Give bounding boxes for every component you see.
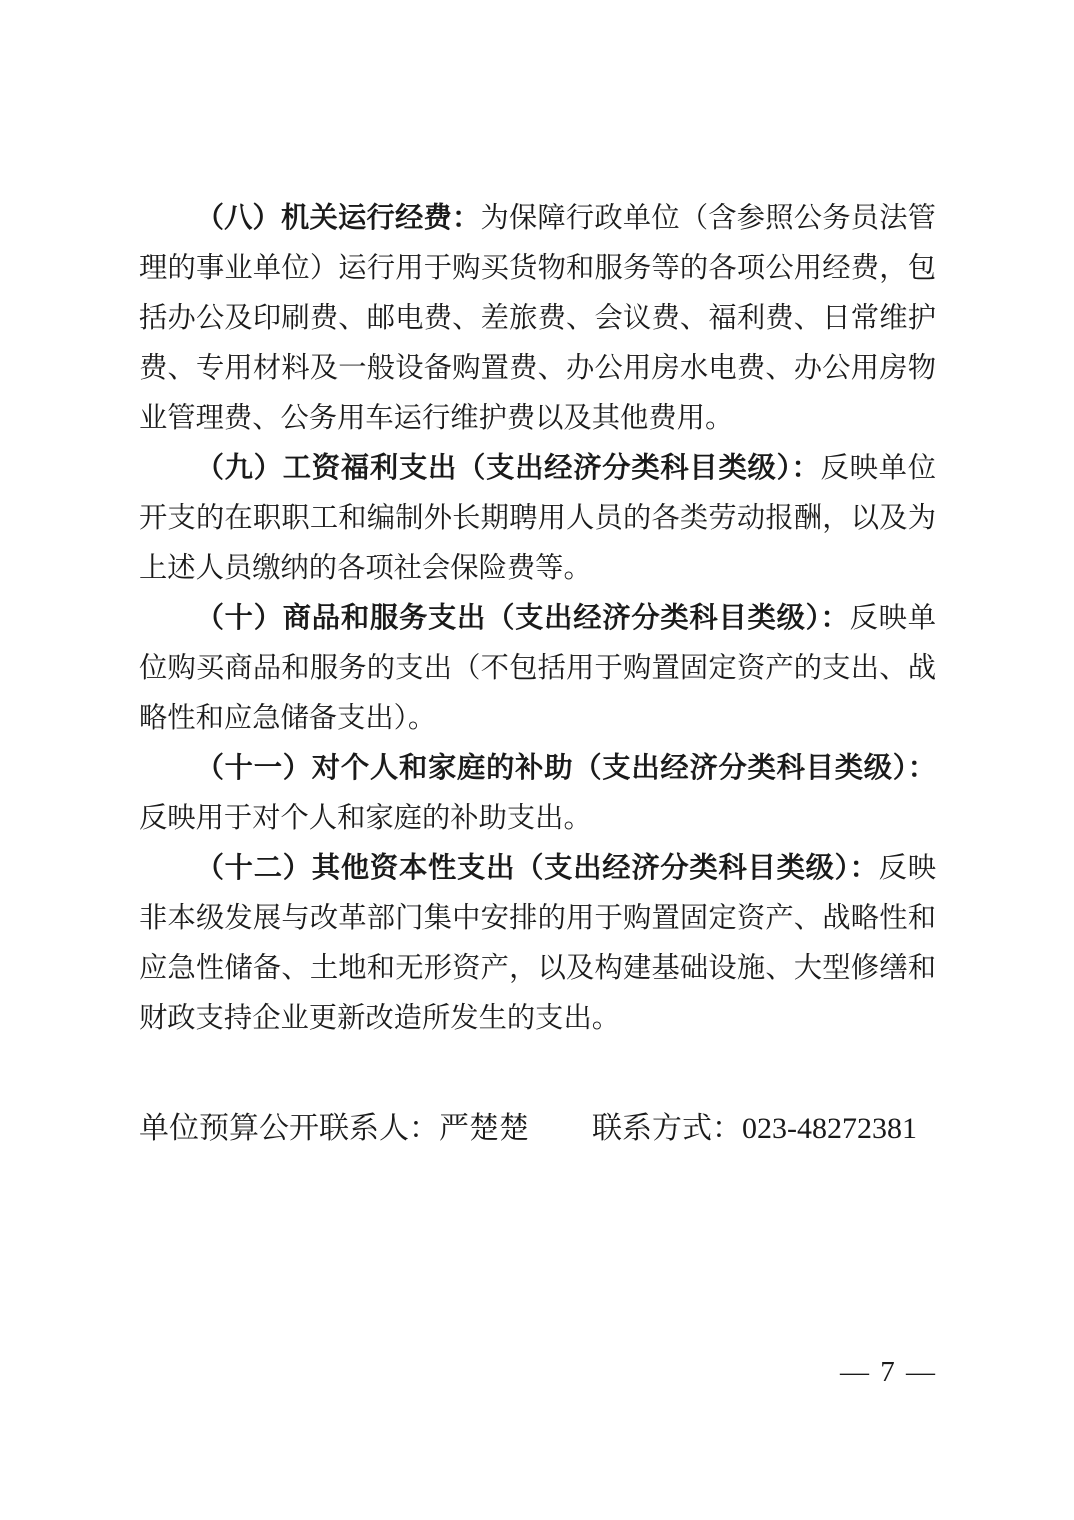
paragraph-body: 反映单位购买商品和服务的支出（不包括用于购置固定资产的支出、战略性和应急储备支出）。 [139, 603, 936, 734]
paragraph-heading: （十）商品和服务支出（支出经济分类科目类级）： [195, 603, 850, 634]
paragraph-12-other-capital-expenditure [139, 844, 936, 1044]
paragraph-body: 反映用于对个人和家庭的补助支出。 [139, 803, 592, 834]
paragraph-9-salary-welfare-expenditure [139, 444, 936, 594]
paragraph-heading: （九）工资福利支出（支出经济分类科目类级）： [195, 453, 821, 484]
contact-person [139, 1106, 529, 1152]
paragraph-body: 反映单位开支的在职职工和编制外长期聘用人员的各类劳动报酬，以及为上述人员缴纳的各项社会保险费等。 [139, 453, 936, 584]
paragraph-8-agency-operating-expenses [139, 194, 936, 444]
paragraph-heading: （十二）其他资本性支出（支出经济分类科目类级）： [195, 853, 879, 884]
paragraph-11-subsidies-individuals-families [139, 744, 936, 844]
page-number: — 7 — [840, 1356, 937, 1388]
contact-method [592, 1106, 917, 1152]
paragraph-body: 反映非本级发展与改革部门集中安排的用于购置固定资产、战略性和应急性储备、土地和无形资产，以及构建基础设施、大型修缮和财政支持企业更新改造所发生的支出。 [139, 853, 936, 1034]
paragraph-heading: （八）机关运行经费： [195, 203, 481, 234]
contact-method-value: 023-48272381 [742, 1112, 917, 1145]
document-body [139, 194, 936, 1152]
paragraph-body: 为保障行政单位（含参照公务员法管理的事业单位）运行用于购买货物和服务等的各项公用经费，包括办公及印刷费、邮电费、差旅费、会议费、福利费、日常维护费、专用材料及一般设备购置费、办公用房水电费、办公用房物业管理费、公务用车运行维护费以及其他费用。 [139, 203, 936, 434]
contact-person-label: 单位预算公开联系人： [139, 1112, 439, 1145]
paragraph-10-goods-services-expenditure [139, 594, 936, 744]
contact-line [139, 1106, 936, 1152]
paragraph-heading: （十一）对个人和家庭的补助（支出经济分类科目类级）： [195, 753, 936, 784]
contact-person-name: 严楚楚 [439, 1112, 529, 1145]
contact-method-label: 联系方式： [592, 1112, 742, 1145]
